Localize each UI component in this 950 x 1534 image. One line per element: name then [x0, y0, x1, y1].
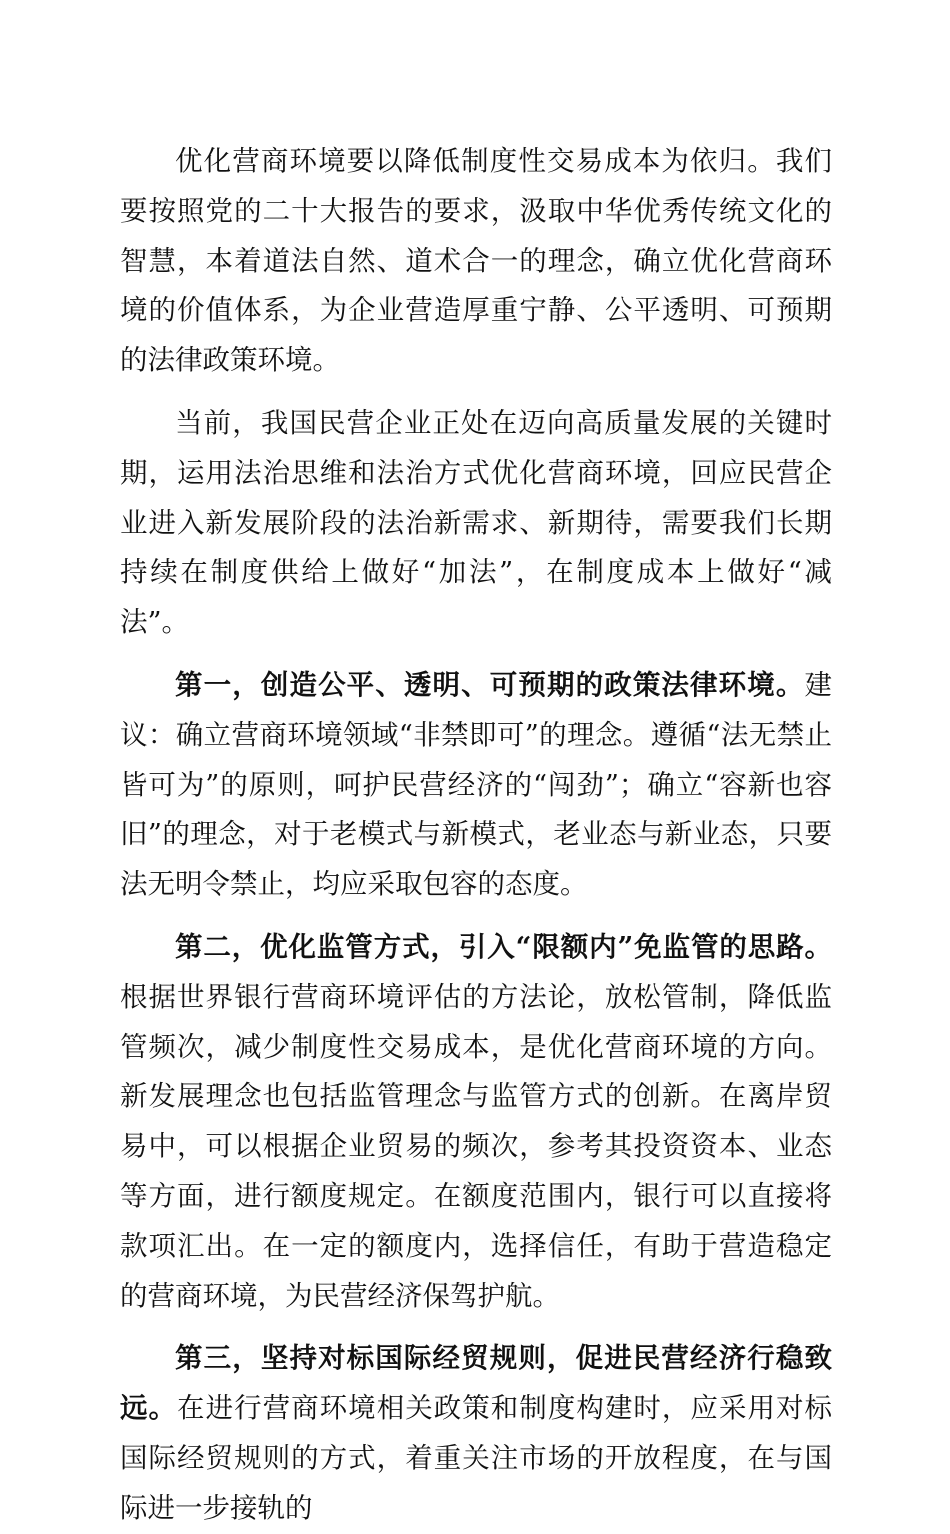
- paragraph-3: [120, 661, 832, 910]
- paragraph-5-text: 在进行营商环境相关政策和制度构建时，应采用对标国际经贸规则的方式，着重关注市场的开放程度，在与国际进一步接轨的: [120, 1392, 833, 1524]
- paragraph-4-lead: 第二，优化监管方式，引入“限额内”免监管的思路。: [175, 930, 832, 963]
- paragraph-3-lead: 第一，创造公平、透明、可预期的政策法律环境。: [175, 668, 805, 701]
- paragraph-2-text: 当前，我国民营企业正处在迈向高质量发展的关键时期，运用法治思维和法治方式优化营商环境，回应民营企业进入新发展阶段的法治新需求、新期待，需要我们长期持续在制度供给上做好“加法”，在制度成本上做好“减法”。: [120, 406, 832, 639]
- paragraph-2: [120, 399, 832, 648]
- paragraph-1: [120, 137, 832, 386]
- paragraph-3-text: 建议：确立营商环境领域“非禁即可”的理念。遵循“法无禁止皆可为”的原则，呵护民营经济的“闯劲”；确立“容新也容旧”的理念，对于老模式与新模式，老业态与新业态，只要法无明令禁止，均应采取包容的态度。: [120, 668, 832, 901]
- paragraph-5-lead: 第三，坚持对标国际经贸规则，促进民营经济行稳致远。: [120, 1342, 832, 1425]
- paragraph-1-text: 优化营商环境要以降低制度性交易成本为依归。我们要按照党的二十大报告的要求，汲取中华优秀传统文化的智慧，本着道法自然、道术合一的理念，确立优化营商环境的价值体系，为企业营造厚重宁静、公平透明、可预期的法律政策环境。: [120, 145, 832, 377]
- paragraph-4: [120, 923, 832, 1321]
- document-body: [120, 137, 832, 1534]
- paragraph-5: [120, 1334, 832, 1533]
- paragraph-4-text: 根据世界银行营商环境评估的方法论，放松管制，降低监管频次，减少制度性交易成本，是优化营商环境的方向。新发展理念也包括监管理念与监管方式的创新。在离岸贸易中，可以根据企业贸易的频次，参考其投资资本、业态等方面，进行额度规定。在额度范围内，银行可以直接将款项汇出。在一定的额度内，选择信任，有助于营造稳定的营商环境，为民营经济保驾护航。: [120, 980, 832, 1312]
